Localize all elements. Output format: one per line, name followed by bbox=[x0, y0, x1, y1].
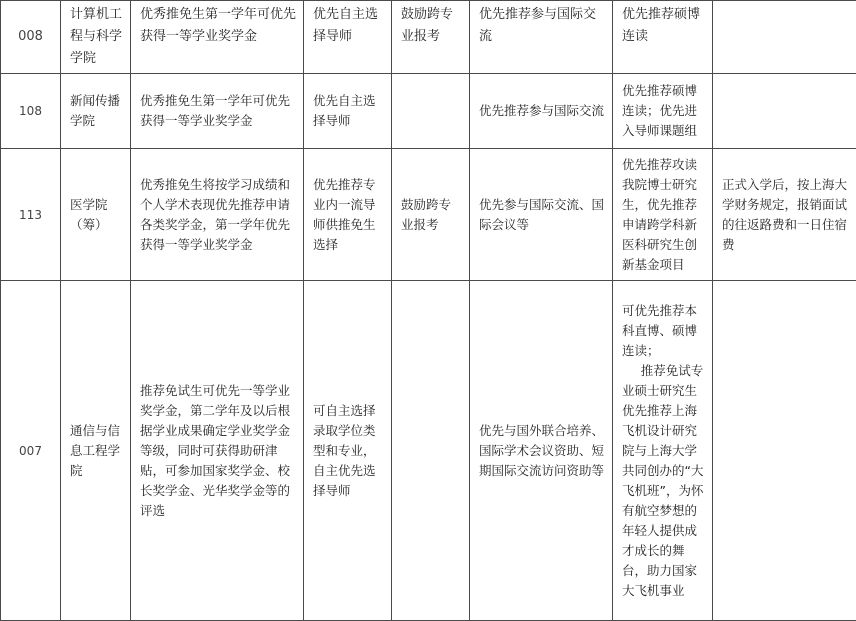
further-study-policy bbox=[613, 281, 713, 621]
college-name: 新闻传播学院 bbox=[61, 74, 131, 149]
cross-major-policy bbox=[392, 281, 470, 621]
advisor-policy: 优先自主选择导师 bbox=[304, 1, 392, 74]
table-row bbox=[1, 281, 856, 621]
further-study-policy: 优先推荐硕博连读；优先进入导师课题组 bbox=[613, 74, 713, 149]
advisor-policy: 优先推荐专业内一流导师供推免生选择 bbox=[304, 149, 392, 281]
further-study-paragraph: 推荐免试专业硕士研究生优先推荐上海飞机设计研究院与上海大学共同创办的“大飞机班”，为怀有航空梦想的年轻人提供成才成长的舞台，助力国家大飞机事业 bbox=[622, 361, 706, 601]
other-policy bbox=[713, 1, 856, 74]
scholarship-policy: 优秀推免生第一学年可优先获得一等学业奖学金 bbox=[131, 74, 304, 149]
further-study-paragraph: 可优先推荐本科直博、硕博连读； bbox=[622, 301, 706, 361]
college-code: 113 bbox=[1, 149, 61, 281]
college-name: 通信与信息工程学院 bbox=[61, 281, 131, 621]
cross-major-policy: 鼓励跨专业报考 bbox=[392, 149, 470, 281]
college-name: 计算机工程与科学学院 bbox=[61, 1, 131, 74]
college-name: 医学院（筹） bbox=[61, 149, 131, 281]
other-policy bbox=[713, 74, 856, 149]
table-row bbox=[1, 149, 856, 281]
other-policy bbox=[713, 281, 856, 621]
scholarship-policy: 优秀推免生第一学年可优先获得一等学业奖学金 bbox=[131, 1, 304, 74]
table-row bbox=[1, 74, 856, 149]
college-code: 108 bbox=[1, 74, 61, 149]
further-study-policy: 优先推荐攻读我院博士研究生，优先推荐申请跨学科新医科研究生创新基金项目 bbox=[613, 149, 713, 281]
advisor-policy: 可自主选择录取学位类型和专业，自主优先选择导师 bbox=[304, 281, 392, 621]
international-policy: 优先与国外联合培养、国际学术会议资助、短期国际交流访问资助等 bbox=[470, 281, 613, 621]
scholarship-policy: 优秀推免生将按学习成绩和个人学术表现优先推荐申请各类奖学金，第一学年优先获得一等学业奖学金 bbox=[131, 149, 304, 281]
further-study-policy: 优先推荐硕博连读 bbox=[613, 1, 713, 74]
other-policy: 正式入学后，按上海大学财务规定，报销面试的往返路费和一日住宿费 bbox=[713, 149, 856, 281]
advisor-policy: 优先自主选择导师 bbox=[304, 74, 392, 149]
table-row bbox=[1, 1, 856, 74]
international-policy: 优先推荐参与国际交流 bbox=[470, 74, 613, 149]
international-policy: 优先推荐参与国际交流 bbox=[470, 1, 613, 74]
international-policy: 优先参与国际交流、国际会议等 bbox=[470, 149, 613, 281]
college-code: 008 bbox=[1, 1, 61, 74]
college-code: 007 bbox=[1, 281, 61, 621]
cross-major-policy bbox=[392, 74, 470, 149]
cross-major-policy: 鼓励跨专业报考 bbox=[392, 1, 470, 74]
scholarship-policy: 推荐免试生可优先一等学业奖学金，第二学年及以后根据学业成果确定学业奖学金等级，同时可获得助研津贴，可参加国家奖学金、校长奖学金、光华奖学金等的评选 bbox=[131, 281, 304, 621]
